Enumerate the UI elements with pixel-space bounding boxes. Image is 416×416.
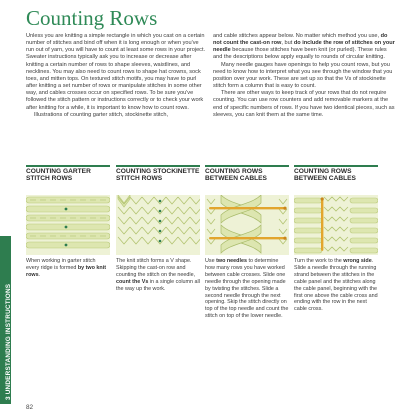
tracking-paragraph: There are other ways to keep track of your rows that do not require counting. You can use row counters and add removable markers at the end of specific numbers of rows. If you have two identical pieces, such as sleeves, you can knit them at the same time. xyxy=(213,90,395,118)
panel-garter xyxy=(26,165,110,279)
panel-heading: COUNTING STOCKINETTE STITCH ROWS xyxy=(116,165,200,195)
panel-heading: COUNTING GARTER STITCH ROWS xyxy=(26,165,110,195)
rule-cast-on: do not count the cast-on row xyxy=(213,33,388,47)
panel-caption: Turn the work to the wrong side. Slide a needle through the running strand between the stitches in the cable panel and the stitches along the cable panel, beginning with the first one above the cable cross and ending with the row in the next cable cross. xyxy=(294,258,378,313)
intro-column-left xyxy=(26,33,206,119)
rule-needle-row: do include the row of stitches on your needle xyxy=(213,40,395,54)
intro-paragraph-2: Illustrations of counting garter stitch, stockinette stitch, xyxy=(34,111,169,118)
cable-wrong-side-illustration xyxy=(294,195,378,255)
panel-stockinette xyxy=(116,165,200,293)
gauge-paragraph: Many needle gauges have openings to help you count rows, but you need to know how to interpret what you see through the window that you position over your work. These are set up so that the Vs of stockinette stitch form a column that is easy to count. xyxy=(213,61,393,90)
intro-column-right xyxy=(213,33,395,119)
rules-paragraph: and cable stitches appear below. No matter which method you use, do not count the cast-on row, but do include the row of stitches on your needle because those stitches have been knit (or purled). These rules and the descriptions below apply equally to rounds of circular knitting. xyxy=(213,33,395,61)
panel-cables-wrong-side xyxy=(294,165,378,313)
intro-paragraph-1: Unless you are knitting a simple rectangle in which you cast on a certain number of stitches and bind off when it is long enough or when you've run out of yarn, you will have to count at least some rows in your project. Sweater instructions typically ask you to increase or decrease after knitting a certain number of rows to shape sleeves, waistlines, and necklines. You may also need to count rows to shape hat crowns, sock toes, and mitten tops. On textured stitch motifs, you may have to purl after knitting a set number of rows or manipulate stitches in some other way, and cables crosses occur on specified rows. To be sure you've followed the stitch pattern or instructions correctly or to check your work after knitting for a while, it is important to know how to count rows. xyxy=(26,33,206,111)
page-number: 82 xyxy=(26,404,34,411)
page-title: Counting Rows xyxy=(26,6,158,30)
panel-heading: COUNTING ROWS BETWEEN CABLES xyxy=(205,165,289,195)
panel-cables-needles xyxy=(205,165,289,320)
stockinette-stitch-illustration xyxy=(116,195,200,255)
garter-stitch-illustration xyxy=(26,195,110,255)
panel-heading: COUNTING ROWS BETWEEN CABLES xyxy=(294,165,378,195)
chapter-tab-label: 3 UNDERSTANDING INSTRUCTIONS xyxy=(5,283,12,400)
cable-two-needles-illustration xyxy=(205,195,289,255)
panel-caption: When working in garter stitch every ridge is formed by two knit rows. xyxy=(26,258,106,278)
panel-caption: Use two needles to determine how many rows you have worked between cable crosses. Slide one needle through the opening made by twisting the stitches. Slide a second needle through the next opening. Skip the stitch directly on top of the top needle and count the stitch on top of the lower needle. xyxy=(205,258,289,320)
panel-caption: The knit stitch forms a V shape. Skipping the cast-on row and counting the stitch on the needle, count the Vs in a single column all the way up the work. xyxy=(116,258,200,292)
